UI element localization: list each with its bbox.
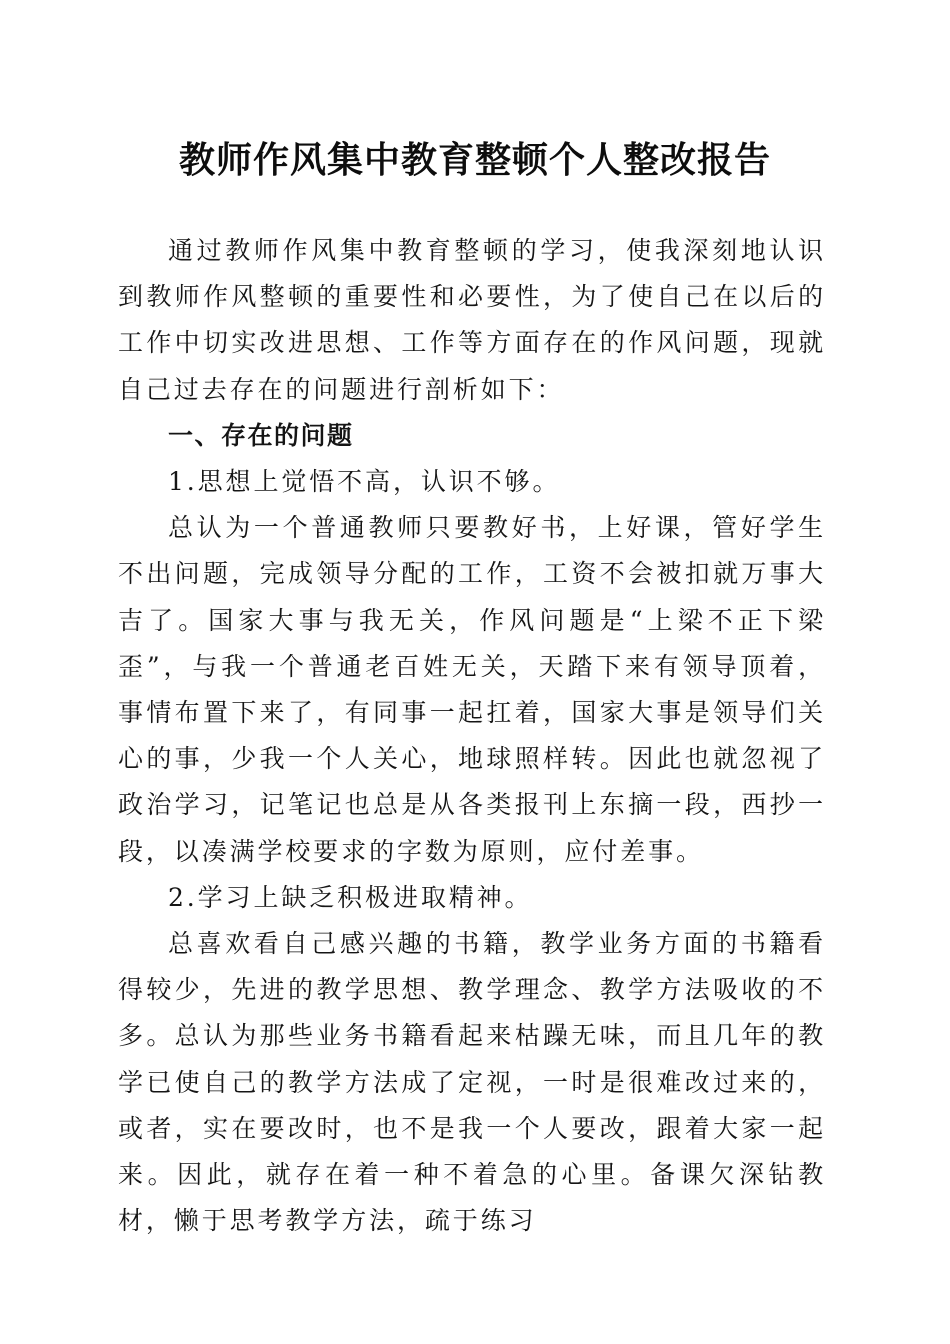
paragraph-1: 总认为一个普通教师只要教好书，上好课，管好学生不出问题，完成领导分配的工作，工资不会被扣就万事大吉了。国家大事与我无关，作风问题是“上梁不正下梁歪”，与我一个普通老百姓无关，天踏下来有领导顶着，事情布置下来了，有同事一起扛着，国家大事是领导们关心的事，少我一个人关心，地球照样转。因此也就忽视了政治学习，记笔记也总是从各类报刊上东摘一段，西抄一段，以凑满学校要求的字数为原则，应付差事。	[118, 513, 826, 866]
paragraph-2: 总喜欢看自己感兴趣的书籍，教学业务方面的书籍看得较少，先进的教学思想、教学理念、教学方法吸收的不多。总认为那些业务书籍看起来枯躁无味，而且几年的教学已使自己的教学方法成了定视，一时是很难改过来的，或者，实在要改时，也不是我一个人要改，跟着大家一起来。因此，就存在着一种不着急的心里。备课欠深钻教材，懒于思考教学方法，疏于练习	[118, 929, 826, 1236]
document-title: 教师作风集中教育整顿个人整改报告	[178, 139, 771, 181]
document-body	[118, 228, 826, 1244]
subheading-1: 1.思想上觉悟不高，认识不够。	[168, 467, 561, 497]
section-heading-problems: 一、存在的问题	[168, 420, 354, 450]
intro-paragraph: 通过教师作风集中教育整顿的学习，使我深刻地认识到教师作风整顿的重要性和必要性，为了使自己在以后的工作中切实改进思想、工作等方面存在的作风问题，现就自己过去存在的问题进行剖析如下：	[118, 236, 826, 404]
subheading-2: 2.学习上缺乏积极进取精神。	[168, 882, 533, 912]
